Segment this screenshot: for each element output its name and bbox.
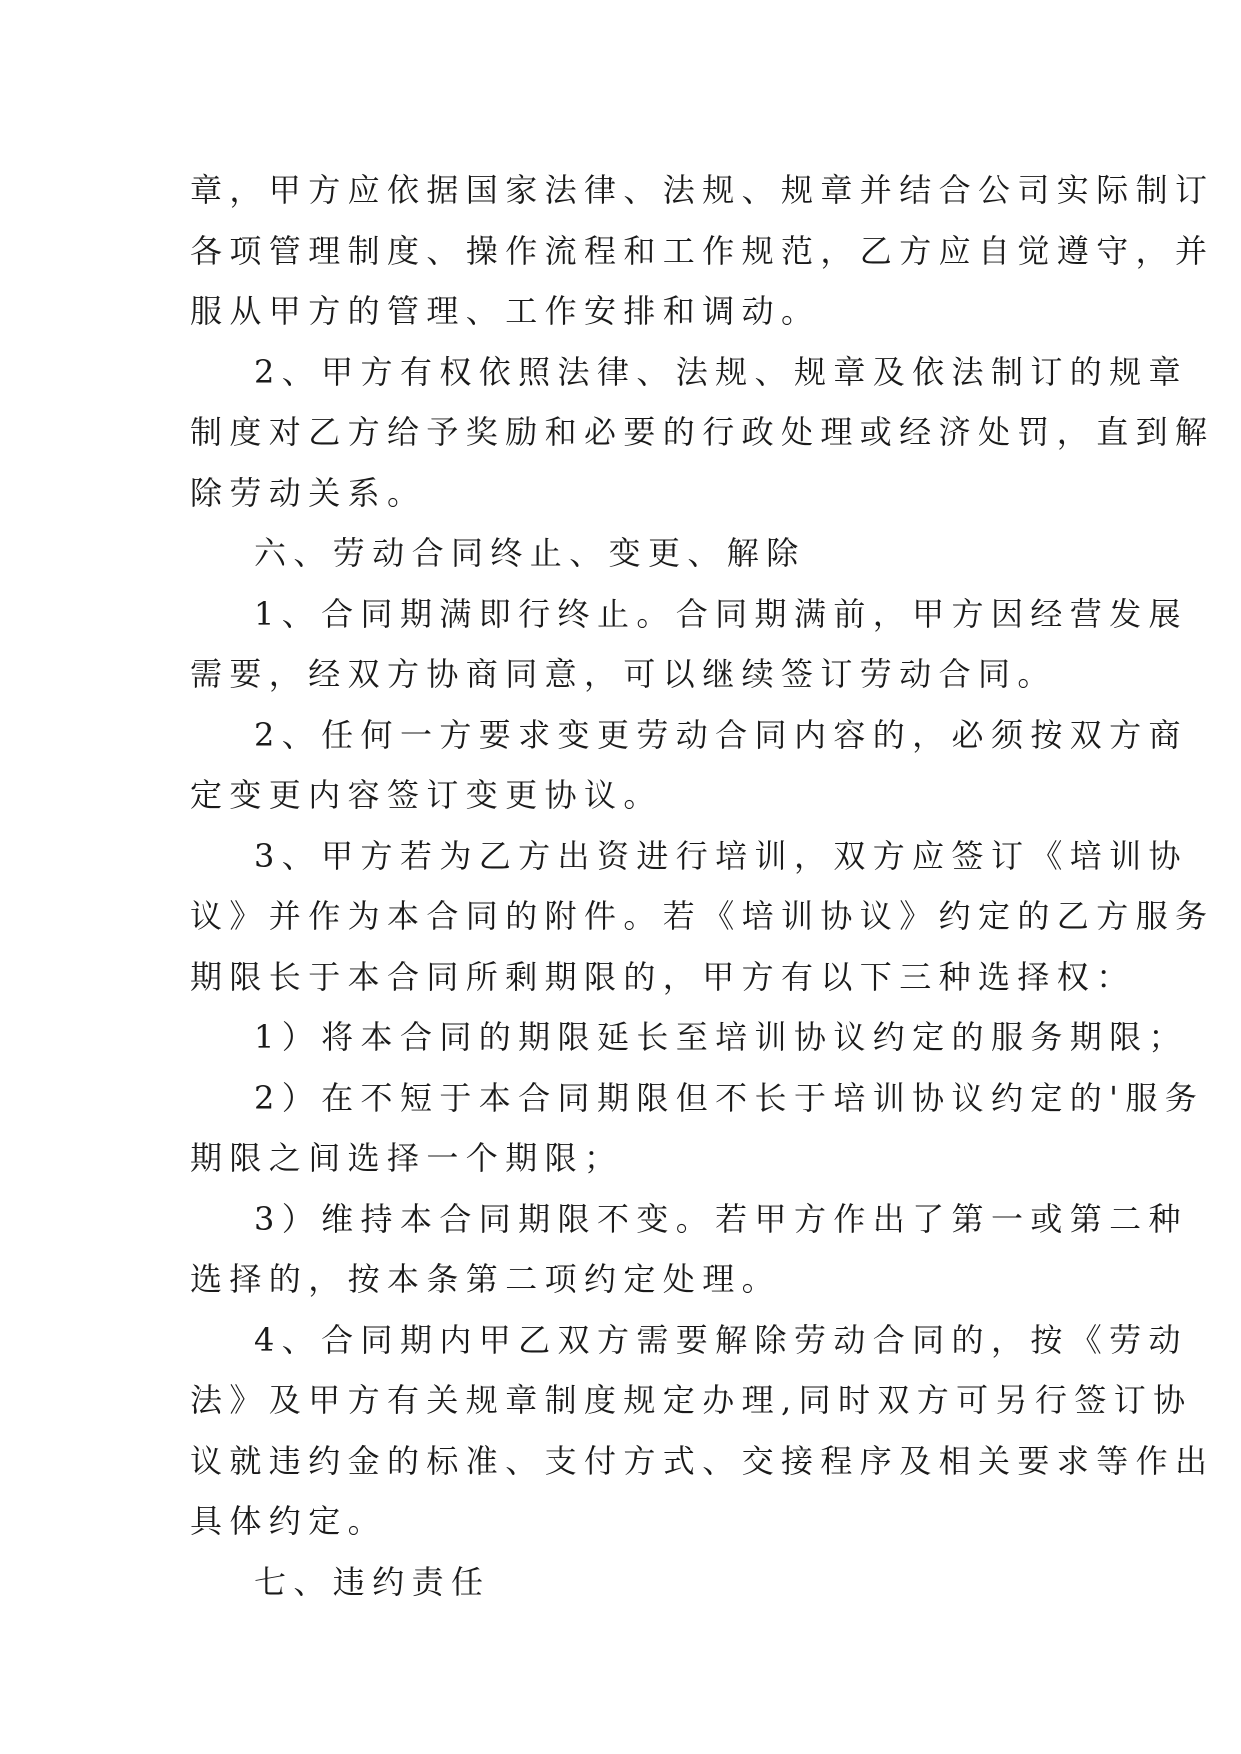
clause-1-line: 1、合同期满即行终止。合同期满前，甲方因经营发展: [254, 594, 1188, 633]
clause-4-line: 4、合同期内甲乙双方需要解除劳动合同的，按《劳动: [254, 1320, 1188, 1359]
text-line: 选择的，按本条第二项约定处理。: [190, 1260, 782, 1298]
text-line: 定变更内容签订变更协议。: [190, 776, 663, 814]
option-3-line: 3）维持本合同期限不变。若甲方作出了第一或第二种: [254, 1199, 1188, 1238]
section-heading-7: 七、违约责任: [254, 1562, 491, 1601]
text-line: 议》并作为本合同的附件。若《培训协议》约定的乙方服务: [190, 897, 1215, 935]
clause-2-line: 2、任何一方要求变更劳动合同内容的，必须按双方商: [254, 715, 1188, 754]
text-line: 除劳动关系。: [190, 473, 427, 512]
text-line: 服从甲方的管理、工作安排和调动。: [190, 292, 821, 330]
text-line: 期限长于本合同所剩期限的，甲方有以下三种选择权：: [190, 957, 1136, 996]
text-line: 各项管理制度、操作流程和工作规范，乙方应自觉遵守，并: [190, 231, 1215, 270]
clause-2-line: 2、甲方有权依照法律、法规、规章及依法制订的规章: [254, 352, 1188, 391]
text-line: 期限之间选择一个期限；: [190, 1139, 624, 1177]
text-line: 具体约定。: [190, 1502, 388, 1540]
text-line: 法》及甲方有关规章制度规定办理,同时双方可另行签订协: [190, 1381, 1193, 1419]
option-1-line: 1）将本合同的期限延长至培训协议约定的服务期限；: [254, 1018, 1188, 1056]
document-page: [190, 160, 1215, 1612]
text-line: 议就违约金的标准、支付方式、交接程序及相关要求等作出: [190, 1441, 1215, 1480]
clause-3-line: 3、甲方若为乙方出资进行培训，双方应签订《培训协: [254, 836, 1188, 875]
text-line: 需要，经双方协商同意，可以继续签订劳动合同。: [190, 655, 1057, 693]
text-line: 章，甲方应依据国家法律、法规、规章并结合公司实际制订: [190, 171, 1215, 209]
text-line: 制度对乙方给予奖励和必要的行政处理或经济处罚，直到解: [190, 413, 1215, 451]
section-heading-6: 六、劳动合同终止、变更、解除: [254, 534, 806, 572]
option-2-line: 2）在不短于本合同期限但不长于培训协议约定的'服务: [254, 1078, 1205, 1117]
